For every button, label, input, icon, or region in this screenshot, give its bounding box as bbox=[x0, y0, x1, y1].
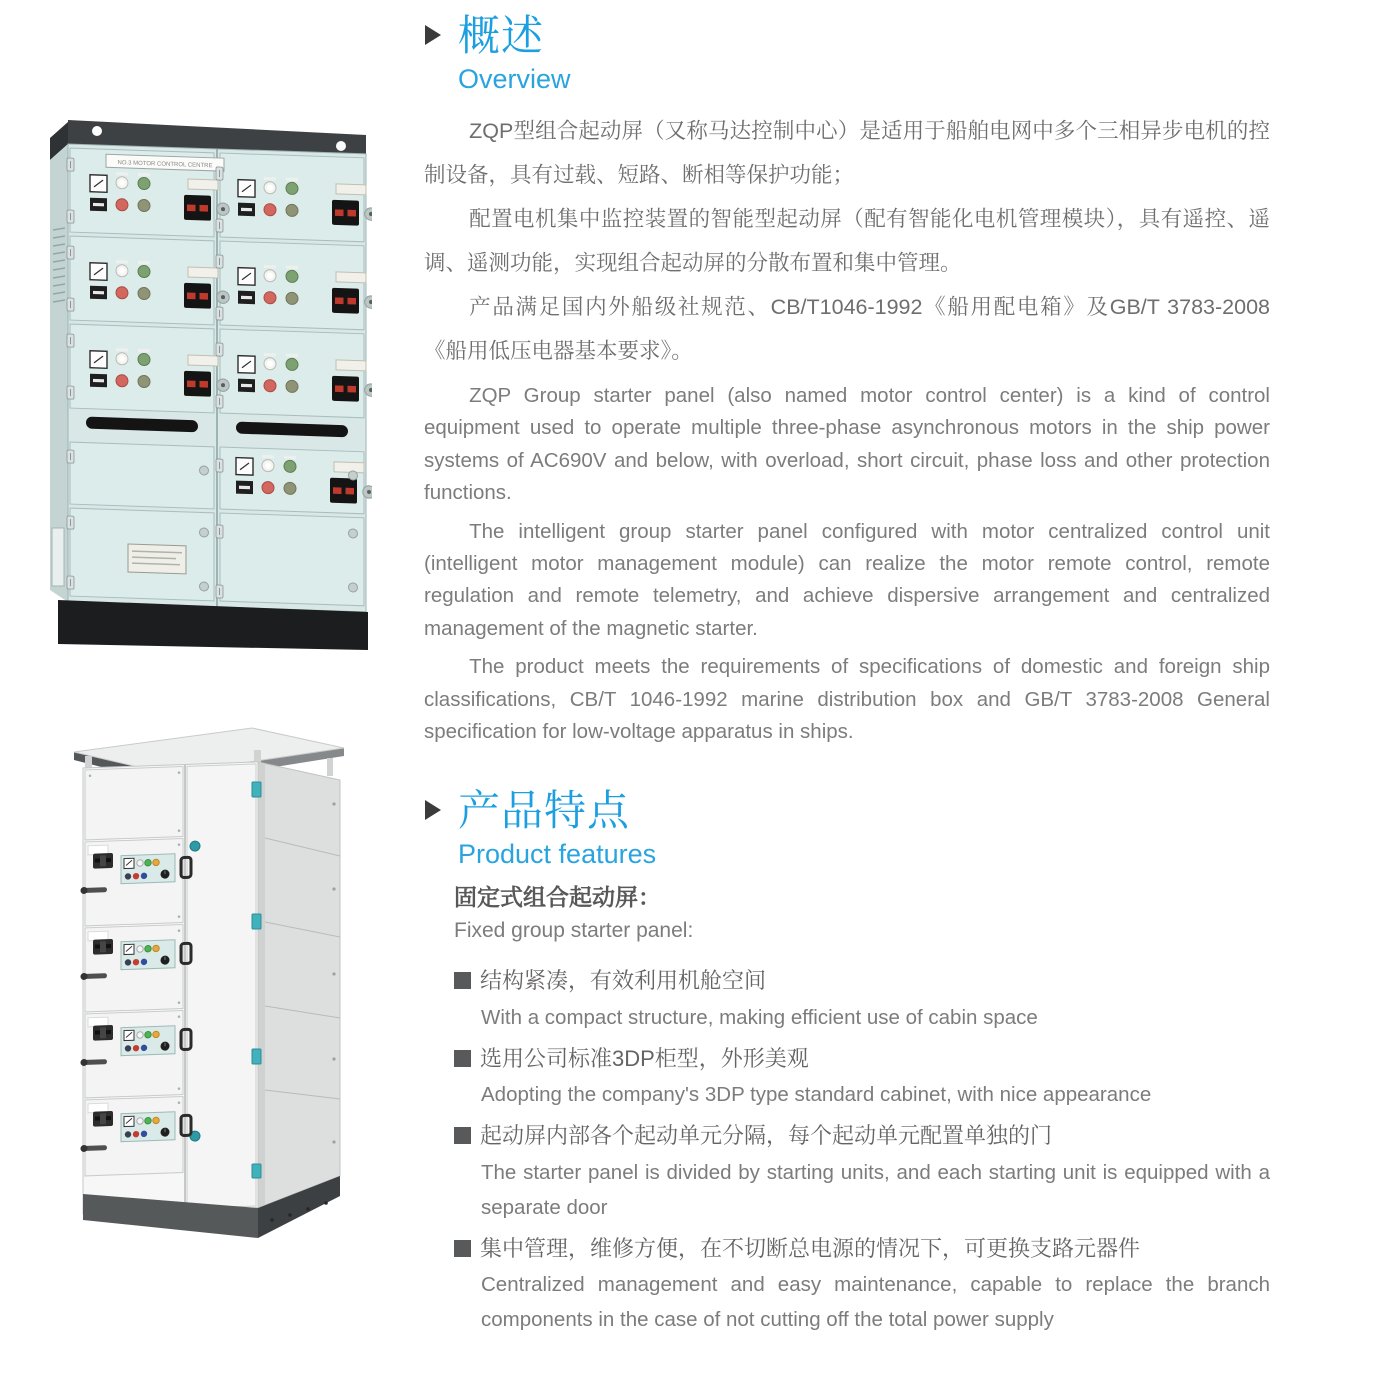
features-subtitle-zh: 固定式组合起动屏： bbox=[454, 884, 661, 911]
bullet-text-zh: 选用公司标准3DP柜型，外形美观 bbox=[480, 1045, 809, 1071]
bullet-item-zh bbox=[454, 961, 1270, 1001]
bullet-text-en: Adopting the company's 3DP type standard cabinet, with nice appearance bbox=[481, 1083, 1152, 1107]
cabinet-photo-1 bbox=[38, 98, 372, 654]
paragraph-en: The intelligent group starter panel configured with motor centralized control unit (intelligent motor management module) can realize the motor remote control, remote regulation and remote telemetry, and achieve dispersive arrangement and centralized management of the magnetic starter. bbox=[424, 519, 1270, 640]
paragraph-zh: 配置电机集中监控装置的智能型起动屏（配有智能化电机管理模块），具有遥控、遥调、遥测功能，实现组合起动屏的分散布置和集中管理。 bbox=[424, 207, 1270, 275]
paragraph-zh: ZQP型组合起动屏（又称马达控制中心）是适用于船舶电网中多个三相异步电机的控制设备，具有过载、短路、断相等保护功能； bbox=[424, 119, 1270, 188]
section-overview bbox=[424, 12, 1270, 749]
overview-paragraphs bbox=[424, 110, 1270, 748]
bullet-square-icon bbox=[454, 1240, 471, 1257]
bullet-text-zh: 起动屏内部各个起动单元分隔，每个起动单元配置单独的门 bbox=[480, 1123, 1053, 1149]
overview-title-zh: 概述 bbox=[458, 12, 545, 59]
bullet-text-en: The starter panel is divided by starting units, and each starting unit is equipped with a separate door bbox=[481, 1160, 1270, 1219]
features-body bbox=[454, 880, 1270, 1337]
paragraph-en: ZQP Group starter panel (also named motor control center) is a kind of control equipment used to operate multiple three-phase asynchronous motors in the ship power systems of AC690V and below, with overload, short circuit, phase loss and other protection functions. bbox=[424, 383, 1270, 505]
bullet-text-zh: 结构紧凑，有效利用机舱空间 bbox=[480, 968, 767, 994]
paragraph-en: The product meets the requirements of specifications of domestic and foreign ship classifications, CB/T 1046-1992 marine distribution box and GB/T 3783-2008 General specification for low-voltage apparatus in ships. bbox=[424, 655, 1270, 744]
bullet-text-en: Centralized management and easy maintenance, capable to replace the branch components in the case of not cutting off the total power supply bbox=[481, 1273, 1270, 1331]
bullet-item-zh bbox=[454, 1039, 1270, 1079]
bullet-square-icon bbox=[454, 1050, 471, 1067]
cabinet1-nameplate: NO.3 MOTOR CONTROL CENTRE bbox=[117, 160, 213, 170]
cabinet-photo-2 bbox=[72, 724, 348, 1244]
cabinet1-side-panel bbox=[50, 144, 68, 602]
bullet-item-zh bbox=[454, 1229, 1270, 1269]
section-features bbox=[424, 787, 1270, 1338]
content-column bbox=[424, 12, 1270, 1341]
bullet-square-icon bbox=[454, 1127, 471, 1144]
bullet-text-zh: 集中管理，维修方便，在不切断总电源的情况下，可更换支路元器件 bbox=[480, 1235, 1141, 1261]
cabinet1-rating-plate bbox=[128, 544, 186, 574]
cabinet1-illustration bbox=[38, 98, 372, 654]
features-subtitle-en: Fixed group starter panel: bbox=[454, 918, 694, 942]
features-title-en: Product features bbox=[458, 838, 657, 869]
paragraph-zh: 产品满足国内外船级社规范、CB/T1046-1992《船用配电箱》及GB/T 3783-2008《船用低压电器基本要求》。 bbox=[424, 294, 1270, 363]
cabinet2-side-panel bbox=[258, 762, 340, 1208]
features-header bbox=[424, 787, 1270, 834]
bullet-square-icon bbox=[454, 972, 471, 989]
overview-header bbox=[424, 12, 1270, 59]
bullet-item-zh bbox=[454, 1116, 1270, 1156]
overview-title-en: Overview bbox=[458, 64, 571, 95]
features-title-zh: 产品特点 bbox=[458, 786, 631, 834]
door-knob-teal bbox=[190, 841, 200, 851]
bullet-text-en: With a compact structure, making efficient use of cabin space bbox=[481, 1005, 1038, 1029]
cabinet1-front bbox=[67, 144, 372, 612]
cabinet2-illustration bbox=[72, 724, 348, 1244]
features-bullet-list bbox=[454, 961, 1270, 1337]
cabinet2-front bbox=[81, 762, 259, 1214]
section-arrow-icon bbox=[425, 800, 441, 820]
section-arrow-icon bbox=[425, 25, 441, 45]
